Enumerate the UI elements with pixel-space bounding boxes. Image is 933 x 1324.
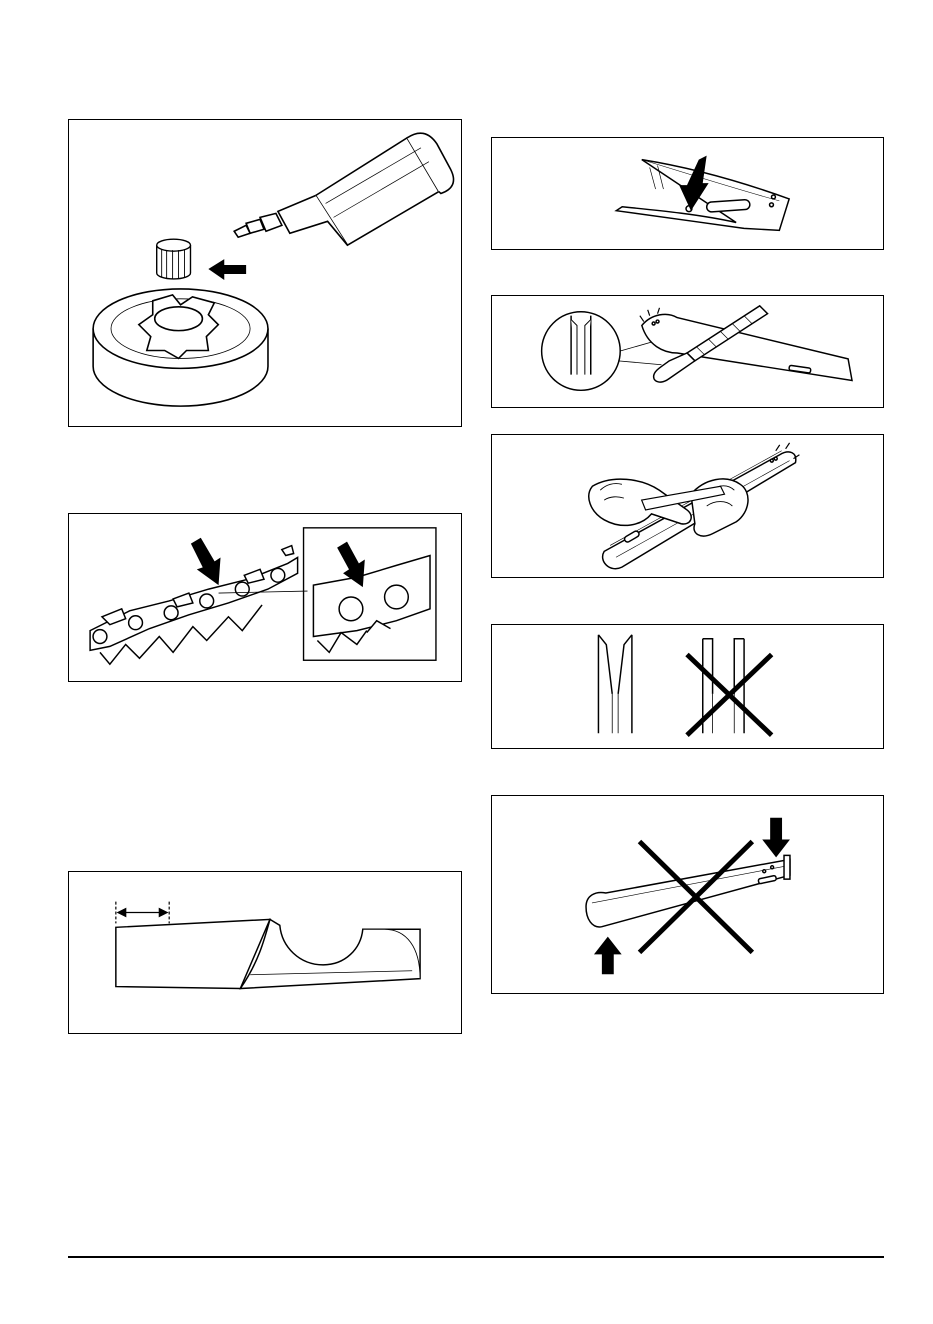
illustration-bar-rail-filing <box>491 295 884 408</box>
illustration-clutch-drum-lubrication <box>68 119 462 427</box>
saw-chain-icon <box>90 546 298 665</box>
illustration-bar-groove-wear <box>491 624 884 749</box>
illustration-bar-deburring <box>491 434 884 578</box>
cutter-profile-icon <box>116 919 420 988</box>
chain-drawing <box>69 514 461 681</box>
bar-hole-drawing <box>492 138 883 249</box>
arrow-down-icon <box>762 818 790 858</box>
arrow-up-icon <box>594 937 622 975</box>
depth-dimension-icon <box>116 902 169 924</box>
arrow-down-icon <box>191 538 221 585</box>
illustration-chain-drive-links <box>68 513 462 682</box>
oil-bottle-icon <box>234 133 453 245</box>
cutter-drawing <box>69 872 461 1033</box>
needle-bearing-icon <box>157 239 191 279</box>
footer-rule <box>68 1256 884 1258</box>
straightness-drawing <box>492 796 883 993</box>
groove-correct-icon <box>598 635 631 733</box>
cross-mark-icon <box>687 655 772 736</box>
illustration-bar-lubrication-hole <box>491 137 884 250</box>
groove-drawing <box>492 625 883 748</box>
illustration-bar-straightness <box>491 795 884 994</box>
clutch-drum-drawing <box>69 120 461 426</box>
rail-filing-drawing <box>492 296 883 407</box>
deburr-drawing <box>492 435 883 577</box>
arrow-left-icon <box>208 259 246 280</box>
illustration-cutter-depth <box>68 871 462 1034</box>
